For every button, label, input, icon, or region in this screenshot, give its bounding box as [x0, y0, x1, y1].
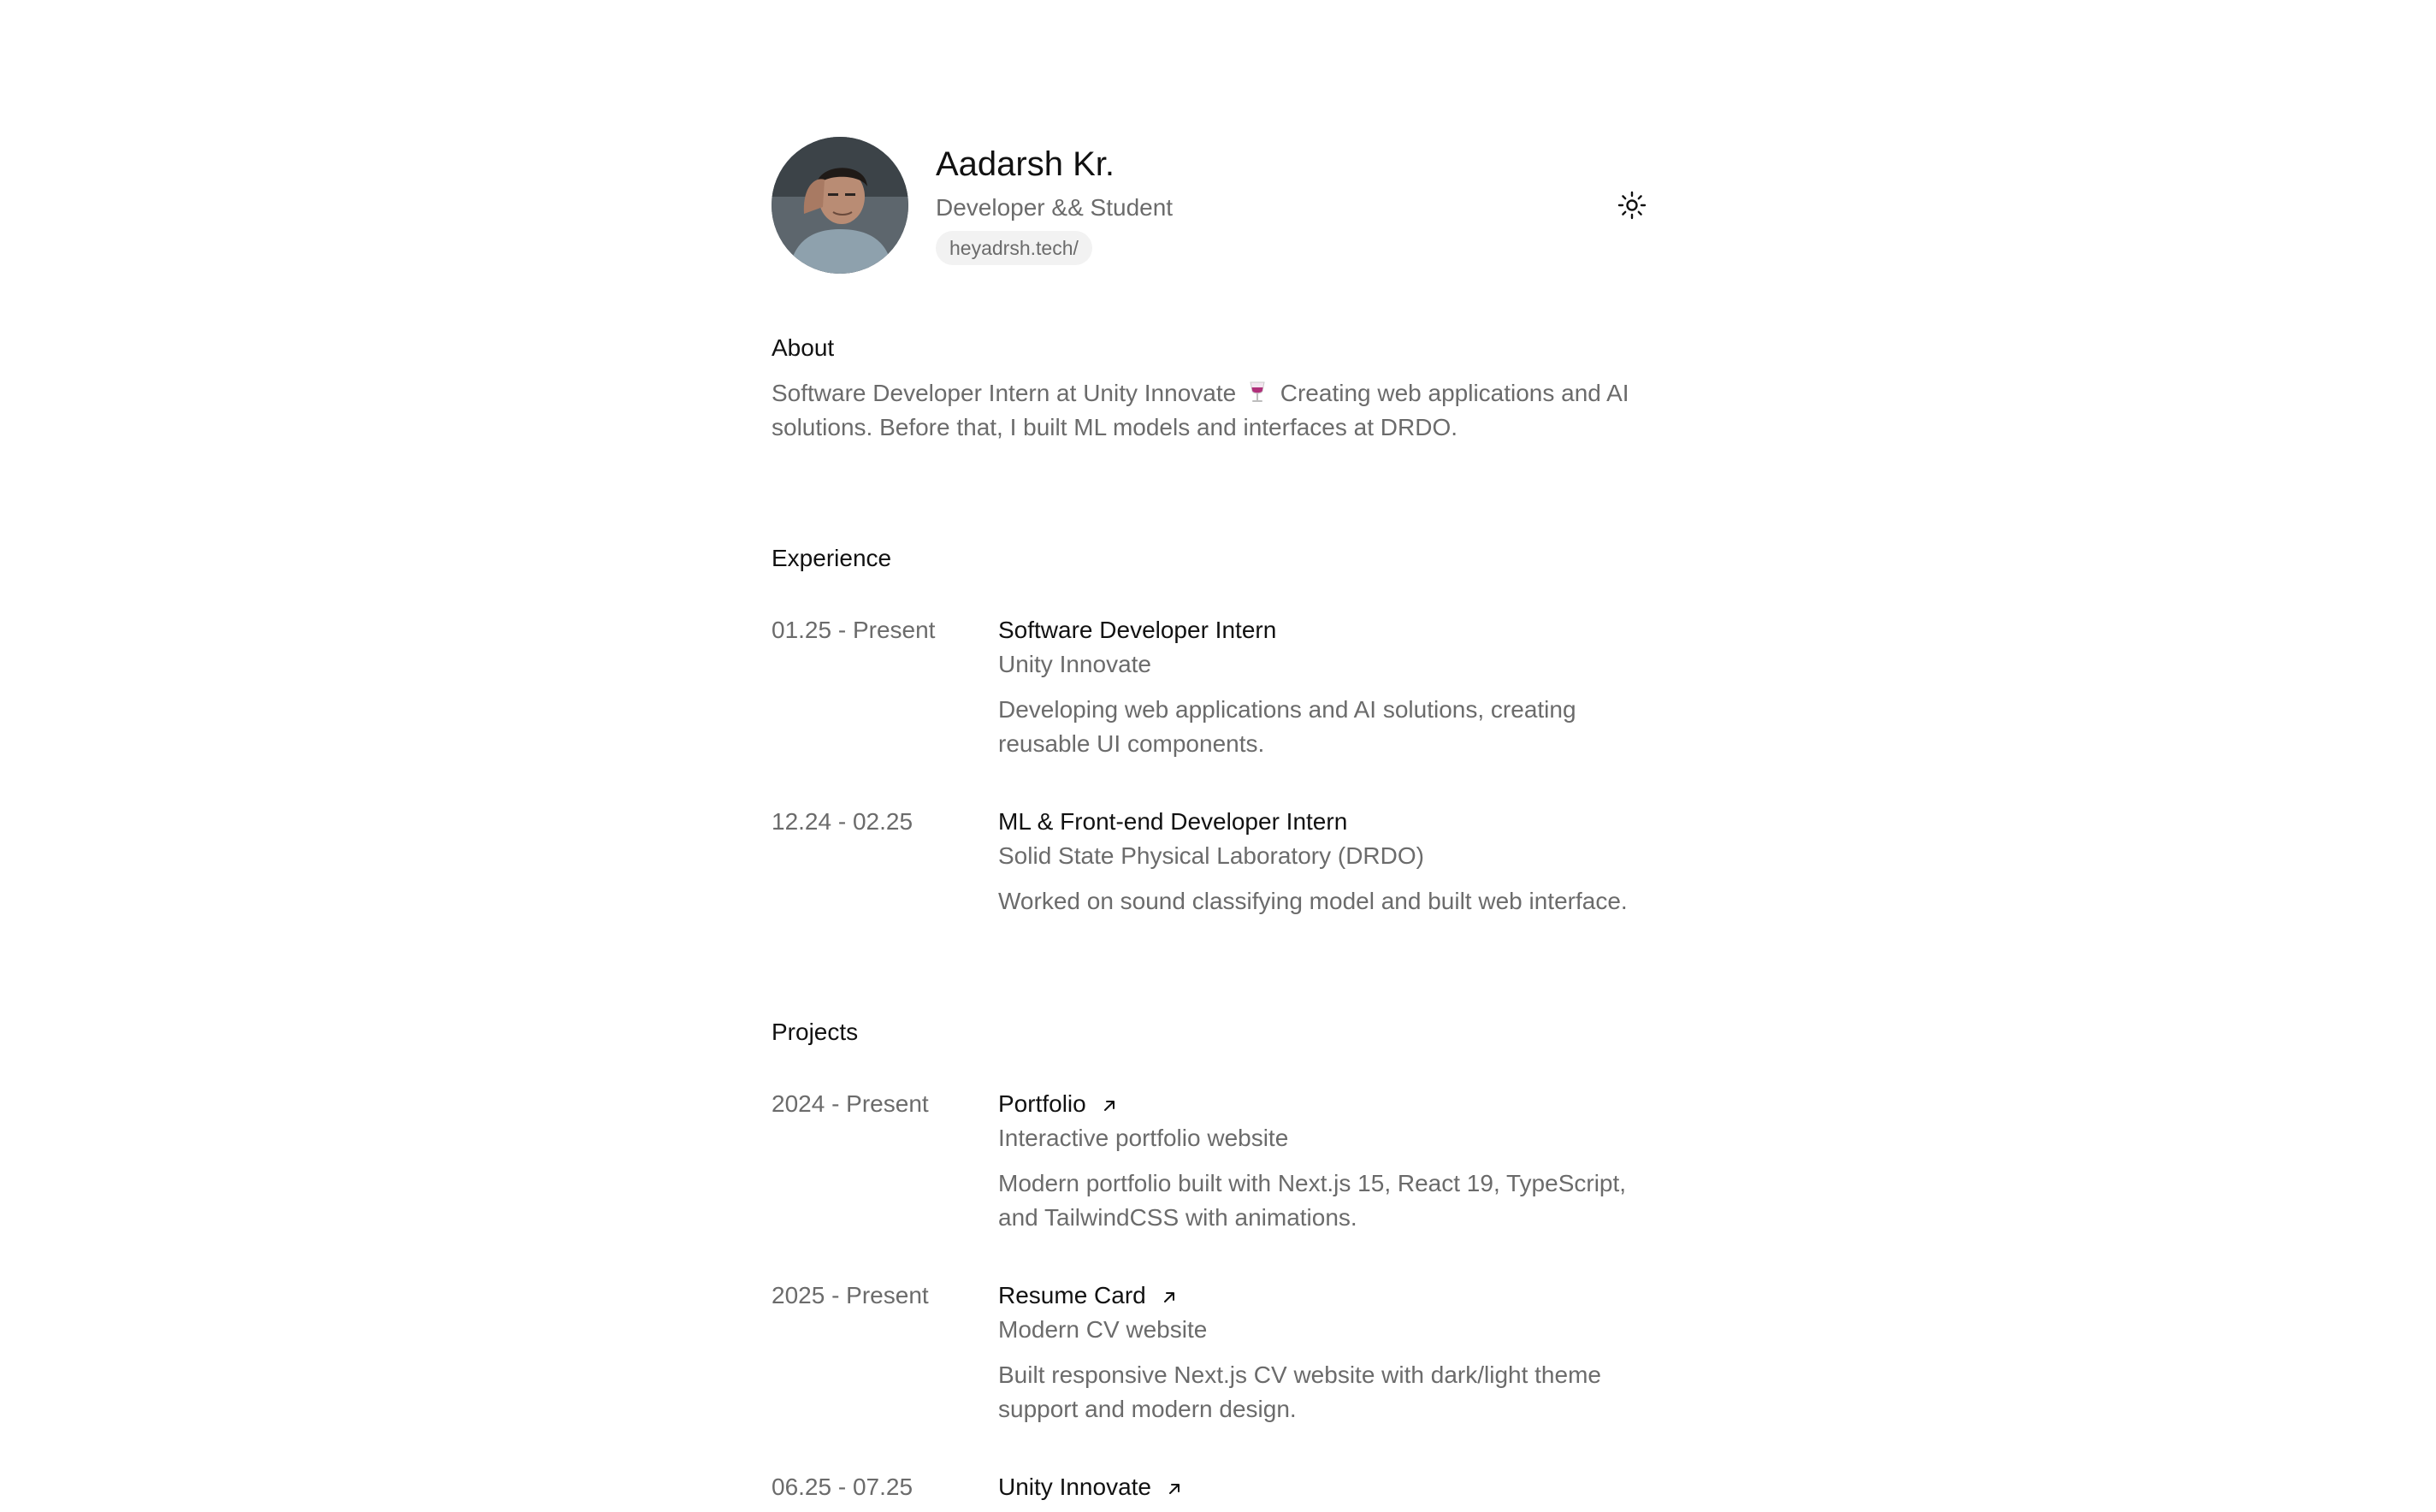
- entry-body: [998, 1281, 1653, 1426]
- project-title: Portfolio: [998, 1090, 1086, 1117]
- profile-name: Aadarsh Kr.: [936, 145, 1115, 183]
- entry-date: 06.25 - 07.25: [772, 1474, 914, 1500]
- project-link-unity-innovate[interactable]: [998, 1473, 1182, 1502]
- entry-date: 01.25 - Present: [772, 617, 936, 643]
- resume-page: [772, 137, 1653, 1507]
- projects-section: [772, 1018, 1653, 1507]
- arrow-up-right-icon: [1162, 1290, 1177, 1305]
- experience-entry: [772, 616, 1653, 761]
- entry-title: Software Developer Intern: [998, 617, 1277, 643]
- about-section: [772, 334, 1653, 445]
- profile-identity: [936, 144, 1173, 265]
- entry-company: Unity Innovate: [998, 651, 1151, 677]
- entry-body: [998, 807, 1653, 918]
- project-link-resume-card[interactable]: [998, 1281, 1177, 1310]
- entry-description: Developing web applications and AI solutions, creating reusable UI components.: [998, 696, 1576, 757]
- entry-body: [998, 616, 1653, 761]
- entry-title: ML & Front-end Developer Intern: [998, 808, 1348, 835]
- entry-date: 2024 - Present: [772, 1090, 929, 1117]
- arrow-up-right-icon: [1102, 1098, 1117, 1113]
- entry-body: [998, 1473, 1653, 1502]
- arrow-up-right-icon: [1167, 1481, 1182, 1497]
- website-link[interactable]: heyadrsh.tech/: [936, 231, 1092, 265]
- experience-entry: [772, 807, 1653, 918]
- profile-header: [772, 137, 1653, 275]
- project-subtitle: Interactive portfolio website: [998, 1125, 1289, 1151]
- about-text: [772, 376, 1661, 445]
- theme-toggle-button[interactable]: [1617, 190, 1647, 221]
- about-text-part-2: Creating web applications and AI solutions. Before that, I built ML models and interfaces at DRDO.: [772, 380, 1629, 440]
- project-subtitle: Modern CV website: [998, 1316, 1208, 1343]
- project-description: Built responsive Next.js CV website with dark/light theme support and modern design.: [998, 1361, 1601, 1422]
- project-entry: [772, 1281, 1653, 1426]
- entry-date: 12.24 - 02.25: [772, 808, 914, 835]
- entry-body: [998, 1090, 1653, 1235]
- experience-section: [772, 544, 1653, 918]
- projects-title: Projects: [772, 1019, 859, 1045]
- experience-title: Experience: [772, 545, 892, 571]
- entry-description: Worked on sound classifying model and built web interface.: [998, 888, 1628, 914]
- project-description: Modern portfolio built with Next.js 15, React 19, TypeScript, and TailwindCSS with animations.: [998, 1170, 1627, 1231]
- profile-photo-icon: [772, 137, 908, 274]
- entry-date: 2025 - Present: [772, 1282, 929, 1308]
- project-title: Resume Card: [998, 1282, 1146, 1308]
- project-entry: [772, 1090, 1653, 1235]
- profile-role: Developer && Student: [936, 194, 1174, 221]
- avatar: [772, 137, 908, 274]
- about-title: About: [772, 334, 835, 361]
- project-title: Unity Innovate: [998, 1474, 1151, 1500]
- sun-icon: [1617, 190, 1647, 221]
- project-link-portfolio[interactable]: [998, 1090, 1117, 1119]
- entry-company: Solid State Physical Laboratory (DRDO): [998, 842, 1424, 869]
- project-entry: [772, 1473, 1653, 1507]
- wine-glass-icon: [1246, 380, 1268, 404]
- about-text-part-1: Software Developer Intern at Unity Innovate: [772, 380, 1237, 406]
